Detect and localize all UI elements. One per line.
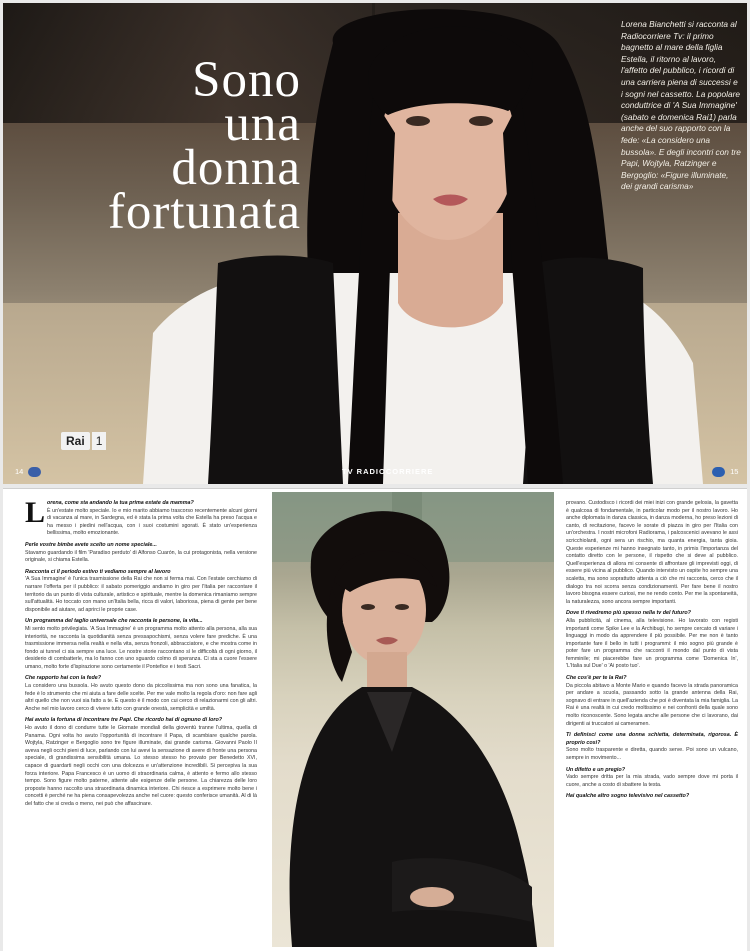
interview-photo-figure xyxy=(272,492,554,947)
headline-line: fortunata xyxy=(107,184,301,240)
rai-badge-icon xyxy=(712,467,725,477)
headline-line: donna xyxy=(171,140,301,196)
interview-photo xyxy=(272,492,554,947)
intro-paragraph: Lorena Bianchetti si racconta al Radiocorriere Tv: il primo bagnetto al mare della figlia Estella, il ritorno al lavoro, l'affetto del pubblico, i ricordi di una carriera piena di successi e i sogni nel cassetto. La popolare conduttrice di 'A Sua Immagine' (sabato e domenica Rai1) parla anche del suo rapporto con la fede: «La considero una bussola». E degli incontri con tre Papi, Wojtyla, Ratzinger e Bergoglio: «Figure illuminate, dei grandi carisma» xyxy=(621,19,741,192)
headline xyxy=(41,52,301,240)
magazine-spread-top xyxy=(3,3,747,484)
folio-left xyxy=(15,467,44,477)
rai-logo-text: Rai xyxy=(61,432,90,450)
interview-answer: Mi sento molto privilegiata. 'A Sua Immagine' è un programma molto attento alla persona, alla sua interiorità, ne racconta la quotidianità senza pressapochismi, senza volere fare prediche. È una trasmissione immersa nella realtà e nella vita, senza fronzoli, abbracciatore, e che mostra come in fondo ai tunnel ci sia sempre una luce. Le nostre storie raccontano sì le difficoltà di ogni giorno, il desiderio di combatterle, ma lo fanno con uno sguardo colmo di speranza. Ci sta a cuore l'essere umano, molto forte d'ispirazione sono certamente il Pontefice e i testi Sacri. xyxy=(25,625,257,670)
rai-badge-icon xyxy=(28,467,41,477)
interview-question: Racconta ci il periodo estivo ti vediamo sempre al lavoro xyxy=(25,568,171,575)
magazine-name: TV RADIOCORRIERE xyxy=(342,467,434,476)
interview-answer: Ho avuto il dono di condurre tutte le Giornate mondiali della gioventù tranne l'ultima, quella di Panama. Ogni volta ho avuto l'opportunità di incontrare il Papa, di scambiare qualche parola. Wojtyla, Ratzinger e Bergoglio sono tre figure illuminate, dai grande carisma. Giovanni Paolo II aveva negli occhi pieni di luce, parlando con lui avevi la sensazione di avere di fronte una persona speciale, di grandissima sensibilità umana. Lo stesso stesso ho provato per Benedetto XVI, capace di guardarti negli occhi con una dolcezza e un'attenzione incredibili. Si percepiva la sua forza interiore. Papa Francesco è un uomo di straordinaria calma, è attento e fermo allo stesso tempo. Sono figure molto paterne, attente alle esigenze delle persone. La chiarezza delle loro proposte hanno raccolto una straordinaria dinamica interiore. Chi riesce a esprimere molto bene i concetti è perché ne ha piena consapevolezza anche nel cuore: questo conferisce umanità. Al di là del fatto che si creda o meno, nei può che affascinare. xyxy=(25,725,257,807)
interview-question: Perle vostre bimbe avete scelto un nome speciale... xyxy=(25,541,157,548)
headline-line: una xyxy=(224,96,301,152)
interview-answer: Da piccola abitavo a Monte Mario e quando facevo la strada panoramica per andare a scuola, passando sotto la grande antenna della Rai, sognavo di entrare in quell'azienda che poi è diventata la mia famiglia. La Rai è una realtà in cui credo moltissimo e nei confronti della quale sono molto riconoscente. Sono legata anche alle persone che ci lavorano, dai dirigenti ai truccatori ai cameramen. xyxy=(566,682,738,727)
interview-question: Hai avuto la fortuna di incontrare tre Papi. Che ricordo hai di ognuno di loro? xyxy=(25,717,223,724)
dropcap-block xyxy=(25,496,257,538)
interview-question: Che cos'è per te la Rai? xyxy=(566,675,627,682)
magazine-page-bottom xyxy=(3,488,747,951)
interview-answer: provano. Custodisco i ricordi dei miei inizi con grande gelosia, la gavetta è qualcosa di fondamentale, in particolar modo per il nostro lavoro. Ho anche diplomata in danza classica, in danza moderna, ho preso lezioni di canto, di recitazione, facevo le sorate di piazza in giro per l'Italia con un'orchestra. I nostri microfoni Radiorama, i palcoscenici avevano le assi scricchiolanti, ogni sera un rischio, ma quanta energia, tanta gioia. Queste esperienze mi hanno insegnato tanto, in primis l'importanza del contatto diretto con le persone, il rispetto che si deve al pubblico. Quell'esperienza di allora mi consente di affrontare gli imprevisti oggi, di essere più vicina al pubblico. Quando intervisto un ospite ho sempre una scaletta, ma sono soprattutto attenta a ciò che mi racconta, cerco che il dialogo tra noi scorra senza condizionamenti. Per fare bene il nostro lavoro bisogna essere curiosi, me ne rendo conto. Per me la spontaneità, la naturalezza, sono ancora sempre importanti. xyxy=(566,500,738,605)
page-number-left: 14 xyxy=(15,467,24,476)
interview-question: Hai qualche altro sogno televisivo nel cassetto? xyxy=(566,793,690,800)
page-number-right: 15 xyxy=(730,467,739,476)
interview-answer: La considero una bussola. Ho avuto questo dono da piccolissima ma non sono una fanatica, la fede è lo strumento che mi aiuta a fare delle scelte. Per me vale molto la regola d'oro: non fare agli altri quello che non vuoi sia fatto a te. E questo è il modo con cui cerco di relazionarmi con gli altri. Anche nel mio lavoro cerco di vivere tutto con grande onestà, semplicità e umiltà. xyxy=(25,683,257,712)
page-edge xyxy=(3,488,747,489)
interview-answer: Alla pubblicità, al cinema, alla televisione. Ho lavorato con registi importanti come Spike Lee e la Archibugi, ho sempre cercato di variare i linguaggi in modo da apprendere il più possibile. Per me non è tanto importante fare il bello in tutti i programmi: il mio sogno più grande è poter fare un programma che racconti il mondo dal punto di vista femminile; mi piacerebbe fare un programma come 'Domenica In', 'L'Italia sul Due' o 'Ai posto tuo'. xyxy=(566,617,738,670)
rai1-logo xyxy=(61,431,106,451)
dropcap-letter: L xyxy=(25,496,46,529)
folio-right xyxy=(709,467,738,477)
interview-question: Dove ti rivedremo più spesso nella tv del futuro? xyxy=(566,610,691,617)
rai-logo-channel: 1 xyxy=(92,432,107,450)
interview-answer: Stavamo guardando il film 'Paradiso perduto' di Alfonso Cuarón, la cui protagonista, nella versione originale, si chiama Estella. xyxy=(25,549,257,564)
interview-question: Che rapporto hai con la fede? xyxy=(25,675,102,682)
article-column-right xyxy=(566,500,738,805)
interview-question: Un difetto e un pregio? xyxy=(566,766,625,773)
interview-answer: 'A Sua Immagine' è l'unica trasmissione della Rai che non si ferma mai. Con l'estate cerchiamo di narrare l'offerta per il pubblico: il sabato pomeriggio andiamo in giro per l'Italia per raccontare il territorio da un punto di vista culturale, artistico e spirituale, mentre la domenica rimaniamo sempre sull'attualità. Ho toccato con mano un'Italia bella, ricca di valori, laboriosa, piena di gente per bene disponibile ad aiutare, ad aprirci le proprie case. xyxy=(25,576,257,613)
interview-question: Un programma del taglio universale che racconta le persone, la vita... xyxy=(25,618,203,625)
interview-question: Ti definisci come una donna schietta, determinata, rigorosa. È proprio così? xyxy=(566,732,738,746)
interview-answer: Vado sempre dritta per la mia strada, vado sempre dove mi porta il cuore, anche a costo di sbattere la testa. xyxy=(566,774,738,788)
article-column-left xyxy=(25,496,257,813)
interview-answer: È un'estate molto speciale. Io e mio marito abbiamo trascorso recentemente alcuni giorni di vacanza al mare, in Sardegna, ed è stata la prima volta che Estella ha preso l'acqua e ha messo i piedini nell'acqua, con i suoi costumini sgorati. È stato un'esperienza bellissima, molto emozionante. xyxy=(47,507,257,537)
interview-question: orena, come sta andando la tua prima estate da mamma? xyxy=(47,500,194,506)
interview-answer: Sono molto trasparente e diretta, quando serve. Poi sono un vulcano, sempre in movimento... xyxy=(566,747,738,761)
headline-line: Sono xyxy=(192,52,301,108)
